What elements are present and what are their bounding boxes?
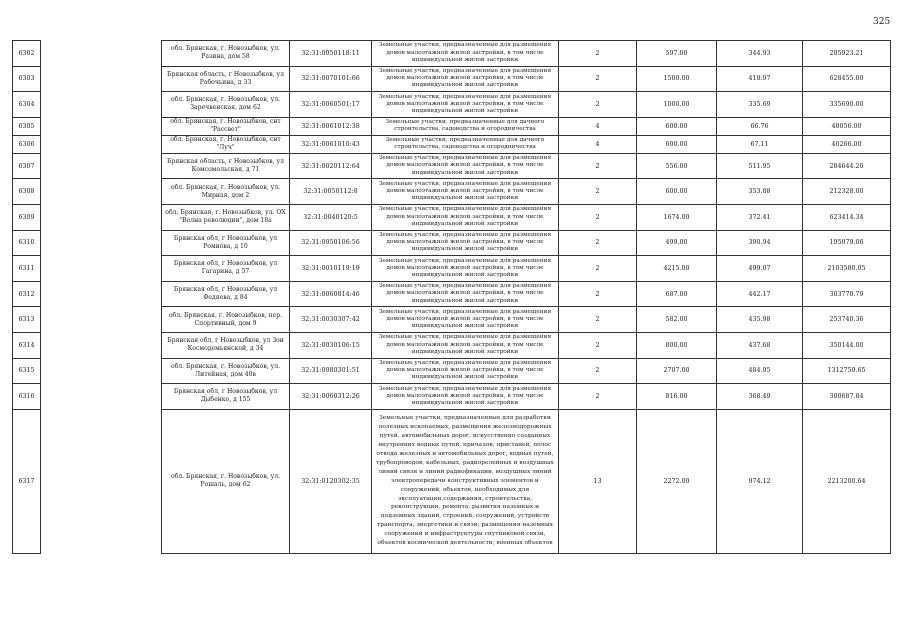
- table-row: [13, 230, 891, 256]
- table-row: [13, 281, 891, 307]
- land-use-cell: Земельные участки, предназначенные для размещения домов малоэтажной жилой застройки, в том числе индивидуальной жилой застройки: [372, 256, 559, 282]
- cadastral-number-cell: 32:31:0030106:15: [290, 332, 372, 358]
- row-number: 6306: [13, 135, 41, 153]
- table-row: [13, 117, 891, 135]
- table-row: [13, 358, 891, 384]
- address-cell: обл. Брянская, г. Новозыбков, ул. Разина, дом 58: [162, 41, 290, 67]
- gap-cell: [41, 179, 162, 205]
- cadastral-number-cell: 32:31:0030307:42: [290, 307, 372, 333]
- address-cell: Брянская обл, г Новозыбков, ул Федяева, д 84: [162, 281, 290, 307]
- cadastral-value-cell: 1312759.65: [803, 358, 891, 384]
- group-cell: 2: [559, 332, 637, 358]
- row-number: 6303: [13, 66, 41, 92]
- land-use-cell: Земельные участки, предназначенные для размещения домов малоэтажной жилой застройки, в том числе индивидуальной жилой застройки: [372, 66, 559, 92]
- table-row: [13, 135, 891, 153]
- address-cell: обл. Брянская, г. Новозыбков, снт "Рассвет": [162, 117, 290, 135]
- specific-value-cell: 368.49: [717, 384, 803, 410]
- table-row: [13, 384, 891, 410]
- cadastral-value-cell: 40266.00: [803, 135, 891, 153]
- land-use-cell: Земельные участки, предназначенные для размещения домов малоэтажной жилой застройки, в том числе индивидуальной жилой застройки: [372, 358, 559, 384]
- address-cell: обл. Брянская, г. Новозыбков, пер. Спортивный, дом 9: [162, 307, 290, 333]
- gap-cell: [41, 41, 162, 67]
- cadastral-number-cell: 32:31:0040120:5: [290, 204, 372, 230]
- land-use-cell: Земельные участки, предназначенные для размещения домов малоэтажной жилой застройки, в том числе индивидуальной жилой застройки: [372, 41, 559, 67]
- land-use-cell: Земельные участки, предназначенные для размещения домов малоэтажной жилой застройки, в том числе индивидуальной жилой застройки: [372, 332, 559, 358]
- group-cell: 4: [559, 117, 637, 135]
- specific-value-cell: 974.12: [717, 409, 803, 553]
- row-number: 6312: [13, 281, 41, 307]
- row-number: 6315: [13, 358, 41, 384]
- area-cell: 800.00: [637, 332, 717, 358]
- gap-cell: [41, 230, 162, 256]
- specific-value-cell: 66.76: [717, 117, 803, 135]
- cadastral-value-cell: 2213200.64: [803, 409, 891, 553]
- row-number: 6313: [13, 307, 41, 333]
- area-cell: 1000.00: [637, 92, 717, 118]
- row-number: 6305: [13, 117, 41, 135]
- cadastral-value-cell: 628455.00: [803, 66, 891, 92]
- row-number: 6316: [13, 384, 41, 410]
- cadastral-number-cell: 32:31:0050118:11: [290, 41, 372, 67]
- specific-value-cell: 335.69: [717, 92, 803, 118]
- cadastral-number-cell: 32:31:0070101:66: [290, 66, 372, 92]
- gap-cell: [41, 256, 162, 282]
- specific-value-cell: 418.97: [717, 66, 803, 92]
- row-number: 6314: [13, 332, 41, 358]
- land-plots-table: [12, 40, 891, 554]
- cadastral-value-cell: 300687.84: [803, 384, 891, 410]
- group-cell: 2: [559, 230, 637, 256]
- row-number: 6307: [13, 153, 41, 179]
- area-cell: 2272.00: [637, 409, 717, 553]
- land-use-cell: Земельные участки, предназначенные для дачного строительства, садоводства и огородничества: [372, 135, 559, 153]
- cadastral-value-cell: 350144.00: [803, 332, 891, 358]
- group-cell: 2: [559, 281, 637, 307]
- address-cell: Брянская область, г Новозыбков, ул Рабочьина, д 33: [162, 66, 290, 92]
- cadastral-number-cell: 32:31:0050106:56: [290, 230, 372, 256]
- table-row: [13, 307, 891, 333]
- land-use-cell: Земельные участки, предназначенные для размещения домов малоэтажной жилой застройки, в том числе индивидуальной жилой застройки: [372, 281, 559, 307]
- table-row: [13, 409, 891, 553]
- specific-value-cell: 372.41: [717, 204, 803, 230]
- table-row: [13, 179, 891, 205]
- row-number: 6310: [13, 230, 41, 256]
- land-use-cell: Земельные участки, предназначенные для дачного строительства, садоводства и огородничества: [372, 117, 559, 135]
- area-cell: 582.00: [637, 307, 717, 333]
- specific-value-cell: 511.95: [717, 153, 803, 179]
- address-cell: обл. Брянская, г. Новозыбков, ул. Рошаль, дом 62: [162, 409, 290, 553]
- cadastral-value-cell: 253740.36: [803, 307, 891, 333]
- table-row: [13, 92, 891, 118]
- land-use-cell: Земельные участки, предназначенные для разработки полезных ископаемых, размещения железнодорожных путей, автомобильных дорог, искусственно созданных внутренних водных путей, причалов, пристаней, полос отвода железных и автомобильных дорог, водных путей, трубопроводов, кабельных, радиорелейных и воздушных линий связи и линий радиофикации, воздушных линий электропередачи конструктивных элементов и сооружений, объектов, необходимых для эксплуатации,содержания, строительства, реконструкции, ремонта, развития наземных и подземных зданий, строений, сооружений, устройств транспорта, энергетики и связи; размещения наземных сооружений и инфраструктуры спутниковой связи, объектов космической деятельности, военных объектов: [372, 409, 559, 553]
- gap-cell: [41, 358, 162, 384]
- area-cell: 600.00: [637, 117, 717, 135]
- specific-value-cell: 67.11: [717, 135, 803, 153]
- address-cell: обл. Брянская, г. Новозыбков, ул. Мирная, дом 2: [162, 179, 290, 205]
- group-cell: 2: [559, 153, 637, 179]
- specific-value-cell: 484.95: [717, 358, 803, 384]
- land-use-cell: Земельные участки, предназначенные для размещения домов малоэтажной жилой застройки, в том числе индивидуальной жилой застройки: [372, 230, 559, 256]
- group-cell: 2: [559, 204, 637, 230]
- gap-cell: [41, 117, 162, 135]
- cadastral-value-cell: 2103580.05: [803, 256, 891, 282]
- area-cell: 499.00: [637, 230, 717, 256]
- group-cell: 2: [559, 41, 637, 67]
- cadastral-value-cell: 335690.00: [803, 92, 891, 118]
- group-cell: 2: [559, 307, 637, 333]
- address-cell: Брянская обл, г Новозыбков, ул Ромнова, д 10: [162, 230, 290, 256]
- specific-value-cell: 499.07: [717, 256, 803, 282]
- table-row: [13, 66, 891, 92]
- cadastral-number-cell: 32:31:0050112:8: [290, 179, 372, 205]
- row-number: 6302: [13, 41, 41, 67]
- land-use-cell: Земельные участки, предназначенные для размещения домов малоэтажной жилой застройки, в том числе индивидуальной жилой застройки: [372, 204, 559, 230]
- group-cell: 2: [559, 92, 637, 118]
- address-cell: обл. Брянская, г. Новозыбков, ул. Заречвенская, дом 62: [162, 92, 290, 118]
- address-cell: Брянская обл, г Новозыбков, ул Зои Космодемьянской, д 34: [162, 332, 290, 358]
- page-number: 325: [873, 17, 891, 27]
- group-cell: 13: [559, 409, 637, 553]
- cadastral-value-cell: 195079.06: [803, 230, 891, 256]
- specific-value-cell: 353.88: [717, 179, 803, 205]
- cadastral-number-cell: 32:31:0080301:51: [290, 358, 372, 384]
- gap-cell: [41, 153, 162, 179]
- gap-cell: [41, 92, 162, 118]
- row-number: 6308: [13, 179, 41, 205]
- group-cell: 2: [559, 66, 637, 92]
- area-cell: 1674.00: [637, 204, 717, 230]
- cadastral-number-cell: 32:31:0061012:38: [290, 117, 372, 135]
- address-cell: обл. Брянская, г. Новозыбков, ул. ОХ "Волна революции", дом 18а: [162, 204, 290, 230]
- address-cell: Брянская обл, г Новозыбков, ул Дыбенко, д 155: [162, 384, 290, 410]
- area-cell: 4215.00: [637, 256, 717, 282]
- land-use-cell: Земельные участки, предназначенные для размещения домов малоэтажной жилой застройки, в том числе индивидуальной жилой застройки: [372, 384, 559, 410]
- area-cell: 600.00: [637, 135, 717, 153]
- specific-value-cell: 344.93: [717, 41, 803, 67]
- group-cell: 4: [559, 135, 637, 153]
- table-row: [13, 332, 891, 358]
- group-cell: 2: [559, 179, 637, 205]
- specific-value-cell: 442.17: [717, 281, 803, 307]
- area-cell: 556.00: [637, 153, 717, 179]
- cadastral-value-cell: 212328.00: [803, 179, 891, 205]
- row-number: 6311: [13, 256, 41, 282]
- cadastral-number-cell: 32:31:0060814:46: [290, 281, 372, 307]
- land-use-cell: Земельные участки, предназначенные для размещения домов малоэтажной жилой застройки, в том числе индивидуальной жилой застройки: [372, 179, 559, 205]
- area-cell: 1500.00: [637, 66, 717, 92]
- gap-cell: [41, 204, 162, 230]
- cadastral-value-cell: 40056.00: [803, 117, 891, 135]
- cadastral-number-cell: 32:31:0010119:19: [290, 256, 372, 282]
- cadastral-value-cell: 284644.20: [803, 153, 891, 179]
- land-use-cell: Земельные участки, предназначенные для размещения домов малоэтажной жилой застройки, в том числе индивидуальной жилой застройки: [372, 92, 559, 118]
- land-use-cell: Земельные участки, предназначенные для размещения домов малоэтажной жилой застройки, в том числе индивидуальной жилой застройки: [372, 153, 559, 179]
- gap-cell: [41, 409, 162, 553]
- gap-cell: [41, 66, 162, 92]
- gap-cell: [41, 332, 162, 358]
- row-number: 6304: [13, 92, 41, 118]
- table-row: [13, 204, 891, 230]
- gap-cell: [41, 135, 162, 153]
- area-cell: 2707.00: [637, 358, 717, 384]
- cadastral-number-cell: 32:31:0060312:26: [290, 384, 372, 410]
- cadastral-number-cell: 32:31:0061010:43: [290, 135, 372, 153]
- cadastral-value-cell: 205923.21: [803, 41, 891, 67]
- table-row: [13, 153, 891, 179]
- table-row: [13, 256, 891, 282]
- specific-value-cell: 437.68: [717, 332, 803, 358]
- address-cell: обл. Брянская, г. Новозыбков, ул. Литейная, дом 40в: [162, 358, 290, 384]
- land-use-cell: Земельные участки, предназначенные для размещения домов малоэтажной жилой застройки, в том числе индивидуальной жилой застройки: [372, 307, 559, 333]
- group-cell: 2: [559, 256, 637, 282]
- cadastral-number-cell: 32:31:0060501:17: [290, 92, 372, 118]
- gap-cell: [41, 281, 162, 307]
- gap-cell: [41, 307, 162, 333]
- address-cell: Брянская обл, г Новозыбков, ул Гагарина, д 57: [162, 256, 290, 282]
- group-cell: 2: [559, 358, 637, 384]
- gap-cell: [41, 384, 162, 410]
- area-cell: 816.00: [637, 384, 717, 410]
- address-cell: обл. Брянская, г. Новозыбков, снт "Луч": [162, 135, 290, 153]
- cadastral-value-cell: 623414.34: [803, 204, 891, 230]
- area-cell: 687.00: [637, 281, 717, 307]
- cadastral-number-cell: 32:31:0020112:64: [290, 153, 372, 179]
- table-body: [13, 41, 891, 554]
- specific-value-cell: 435.98: [717, 307, 803, 333]
- row-number: 6317: [13, 409, 41, 553]
- row-number: 6309: [13, 204, 41, 230]
- area-cell: 600.00: [637, 179, 717, 205]
- specific-value-cell: 390.94: [717, 230, 803, 256]
- area-cell: 597.00: [637, 41, 717, 67]
- cadastral-number-cell: 32:31:0120302:35: [290, 409, 372, 553]
- group-cell: 2: [559, 384, 637, 410]
- address-cell: Брянская область, г Новозыбков, ул Комсомольская, д 71: [162, 153, 290, 179]
- cadastral-value-cell: 303770.79: [803, 281, 891, 307]
- table-row: [13, 41, 891, 67]
